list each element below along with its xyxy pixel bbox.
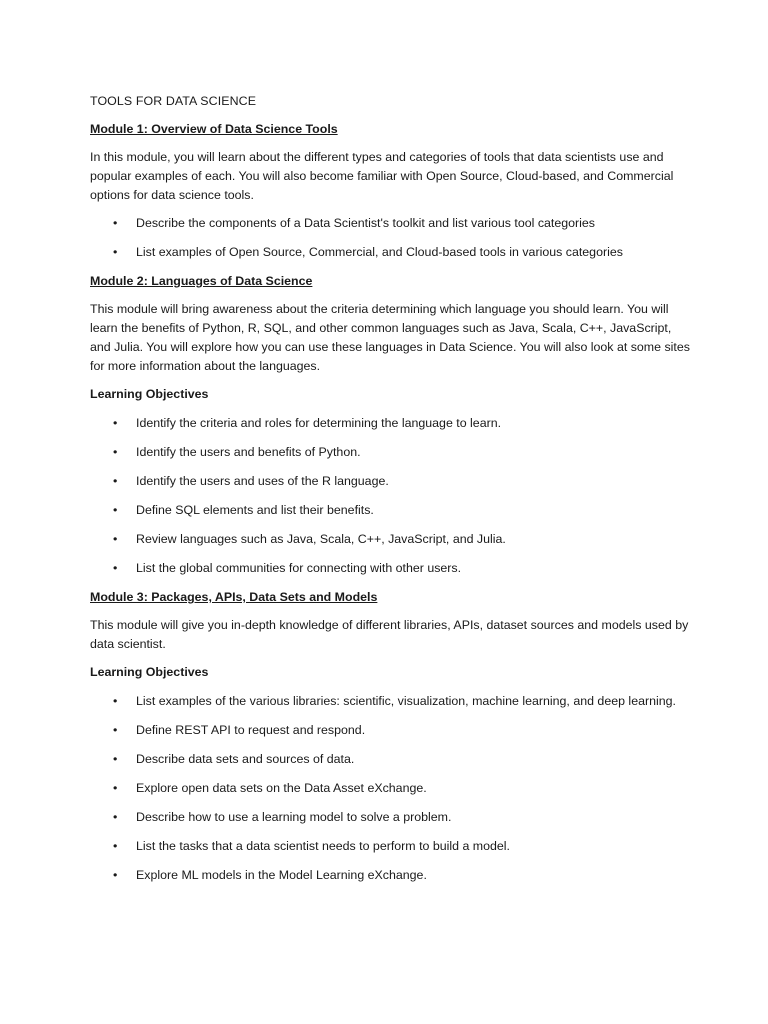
module-2-intro: This module will bring awareness about the criteria determining which language you should learn. You will learn the benefits of Python, R, SQL, and other common languages such as Java, Scala, C++, JavaScript, and Julia. You will explore how you can use these languages in Data Science. You will also look at some sites for more information about the languages. bbox=[90, 302, 690, 373]
list-item bbox=[90, 750, 690, 769]
bullet-icon: • bbox=[113, 723, 118, 737]
list-item bbox=[90, 414, 690, 433]
document-page bbox=[90, 92, 690, 895]
list-item-text: Explore open data sets on the Data Asset eXchange. bbox=[136, 781, 427, 795]
list-item-text: Describe data sets and sources of data. bbox=[136, 752, 355, 766]
module-1-bullet-list bbox=[90, 214, 690, 262]
bullet-icon: • bbox=[113, 781, 118, 795]
list-item-text: Identify the users and uses of the R language. bbox=[136, 474, 389, 488]
bullet-icon: • bbox=[113, 216, 118, 230]
list-item bbox=[90, 808, 690, 827]
list-item-text: Describe the components of a Data Scientist's toolkit and list various tool categories bbox=[136, 216, 595, 230]
list-item-text: Explore ML models in the Model Learning eXchange. bbox=[136, 868, 427, 882]
list-item-text: Identify the criteria and roles for determining the language to learn. bbox=[136, 416, 502, 430]
bullet-icon: • bbox=[113, 445, 118, 459]
module-1-heading: Module 1: Overview of Data Science Tools bbox=[90, 122, 338, 136]
module-3-section bbox=[90, 588, 690, 885]
list-item-text: List examples of Open Source, Commercial, and Cloud-based tools in various categories bbox=[136, 245, 623, 259]
list-item bbox=[90, 501, 690, 520]
module-3-heading: Module 3: Packages, APIs, Data Sets and Models bbox=[90, 590, 378, 604]
document-title: TOOLS FOR DATA SCIENCE bbox=[90, 94, 257, 108]
bullet-icon: • bbox=[113, 474, 118, 488]
bullet-icon: • bbox=[113, 868, 118, 882]
list-item-text: Identify the users and benefits of Python. bbox=[136, 445, 361, 459]
bullet-icon: • bbox=[113, 561, 118, 575]
list-item bbox=[90, 692, 690, 711]
module-2-heading: Module 2: Languages of Data Science bbox=[90, 274, 313, 288]
bullet-icon: • bbox=[113, 752, 118, 766]
bullet-icon: • bbox=[113, 503, 118, 517]
module-3-objectives-heading: Learning Objectives bbox=[90, 665, 209, 679]
list-item-text: Define SQL elements and list their benefits. bbox=[136, 503, 374, 517]
module-2-section bbox=[90, 272, 690, 578]
module-3-intro: This module will give you in-depth knowledge of different libraries, APIs, dataset sources and models used by data scientist. bbox=[90, 618, 689, 651]
bullet-icon: • bbox=[113, 694, 118, 708]
bullet-icon: • bbox=[113, 245, 118, 259]
list-item-text: Describe how to use a learning model to solve a problem. bbox=[136, 810, 452, 824]
bullet-icon: • bbox=[113, 810, 118, 824]
list-item bbox=[90, 530, 690, 549]
module-1-intro: In this module, you will learn about the different types and categories of tools that data scientists use and popular examples of each. You will also become familiar with Open Source, Cloud-based, and Commercial options for data science tools. bbox=[90, 150, 674, 202]
bullet-icon: • bbox=[113, 532, 118, 546]
module-2-bullet-list bbox=[90, 414, 690, 578]
list-item-text: Review languages such as Java, Scala, C++, JavaScript, and Julia. bbox=[136, 532, 506, 546]
list-item bbox=[90, 559, 690, 578]
module-2-objectives-heading: Learning Objectives bbox=[90, 387, 209, 401]
list-item-text: List the tasks that a data scientist needs to perform to build a model. bbox=[136, 839, 510, 853]
list-item-text: List examples of the various libraries: scientific, visualization, machine learning, and deep learning. bbox=[136, 694, 676, 708]
module-1-section bbox=[90, 120, 690, 262]
list-item bbox=[90, 214, 690, 233]
list-item bbox=[90, 866, 690, 885]
bullet-icon: • bbox=[113, 416, 118, 430]
list-item bbox=[90, 472, 690, 491]
list-item bbox=[90, 837, 690, 856]
list-item-text: List the global communities for connecting with other users. bbox=[136, 561, 462, 575]
list-item bbox=[90, 721, 690, 740]
list-item bbox=[90, 779, 690, 798]
module-3-bullet-list bbox=[90, 692, 690, 885]
list-item-text: Define REST API to request and respond. bbox=[136, 723, 366, 737]
bullet-icon: • bbox=[113, 839, 118, 853]
list-item bbox=[90, 443, 690, 462]
list-item bbox=[90, 243, 690, 262]
